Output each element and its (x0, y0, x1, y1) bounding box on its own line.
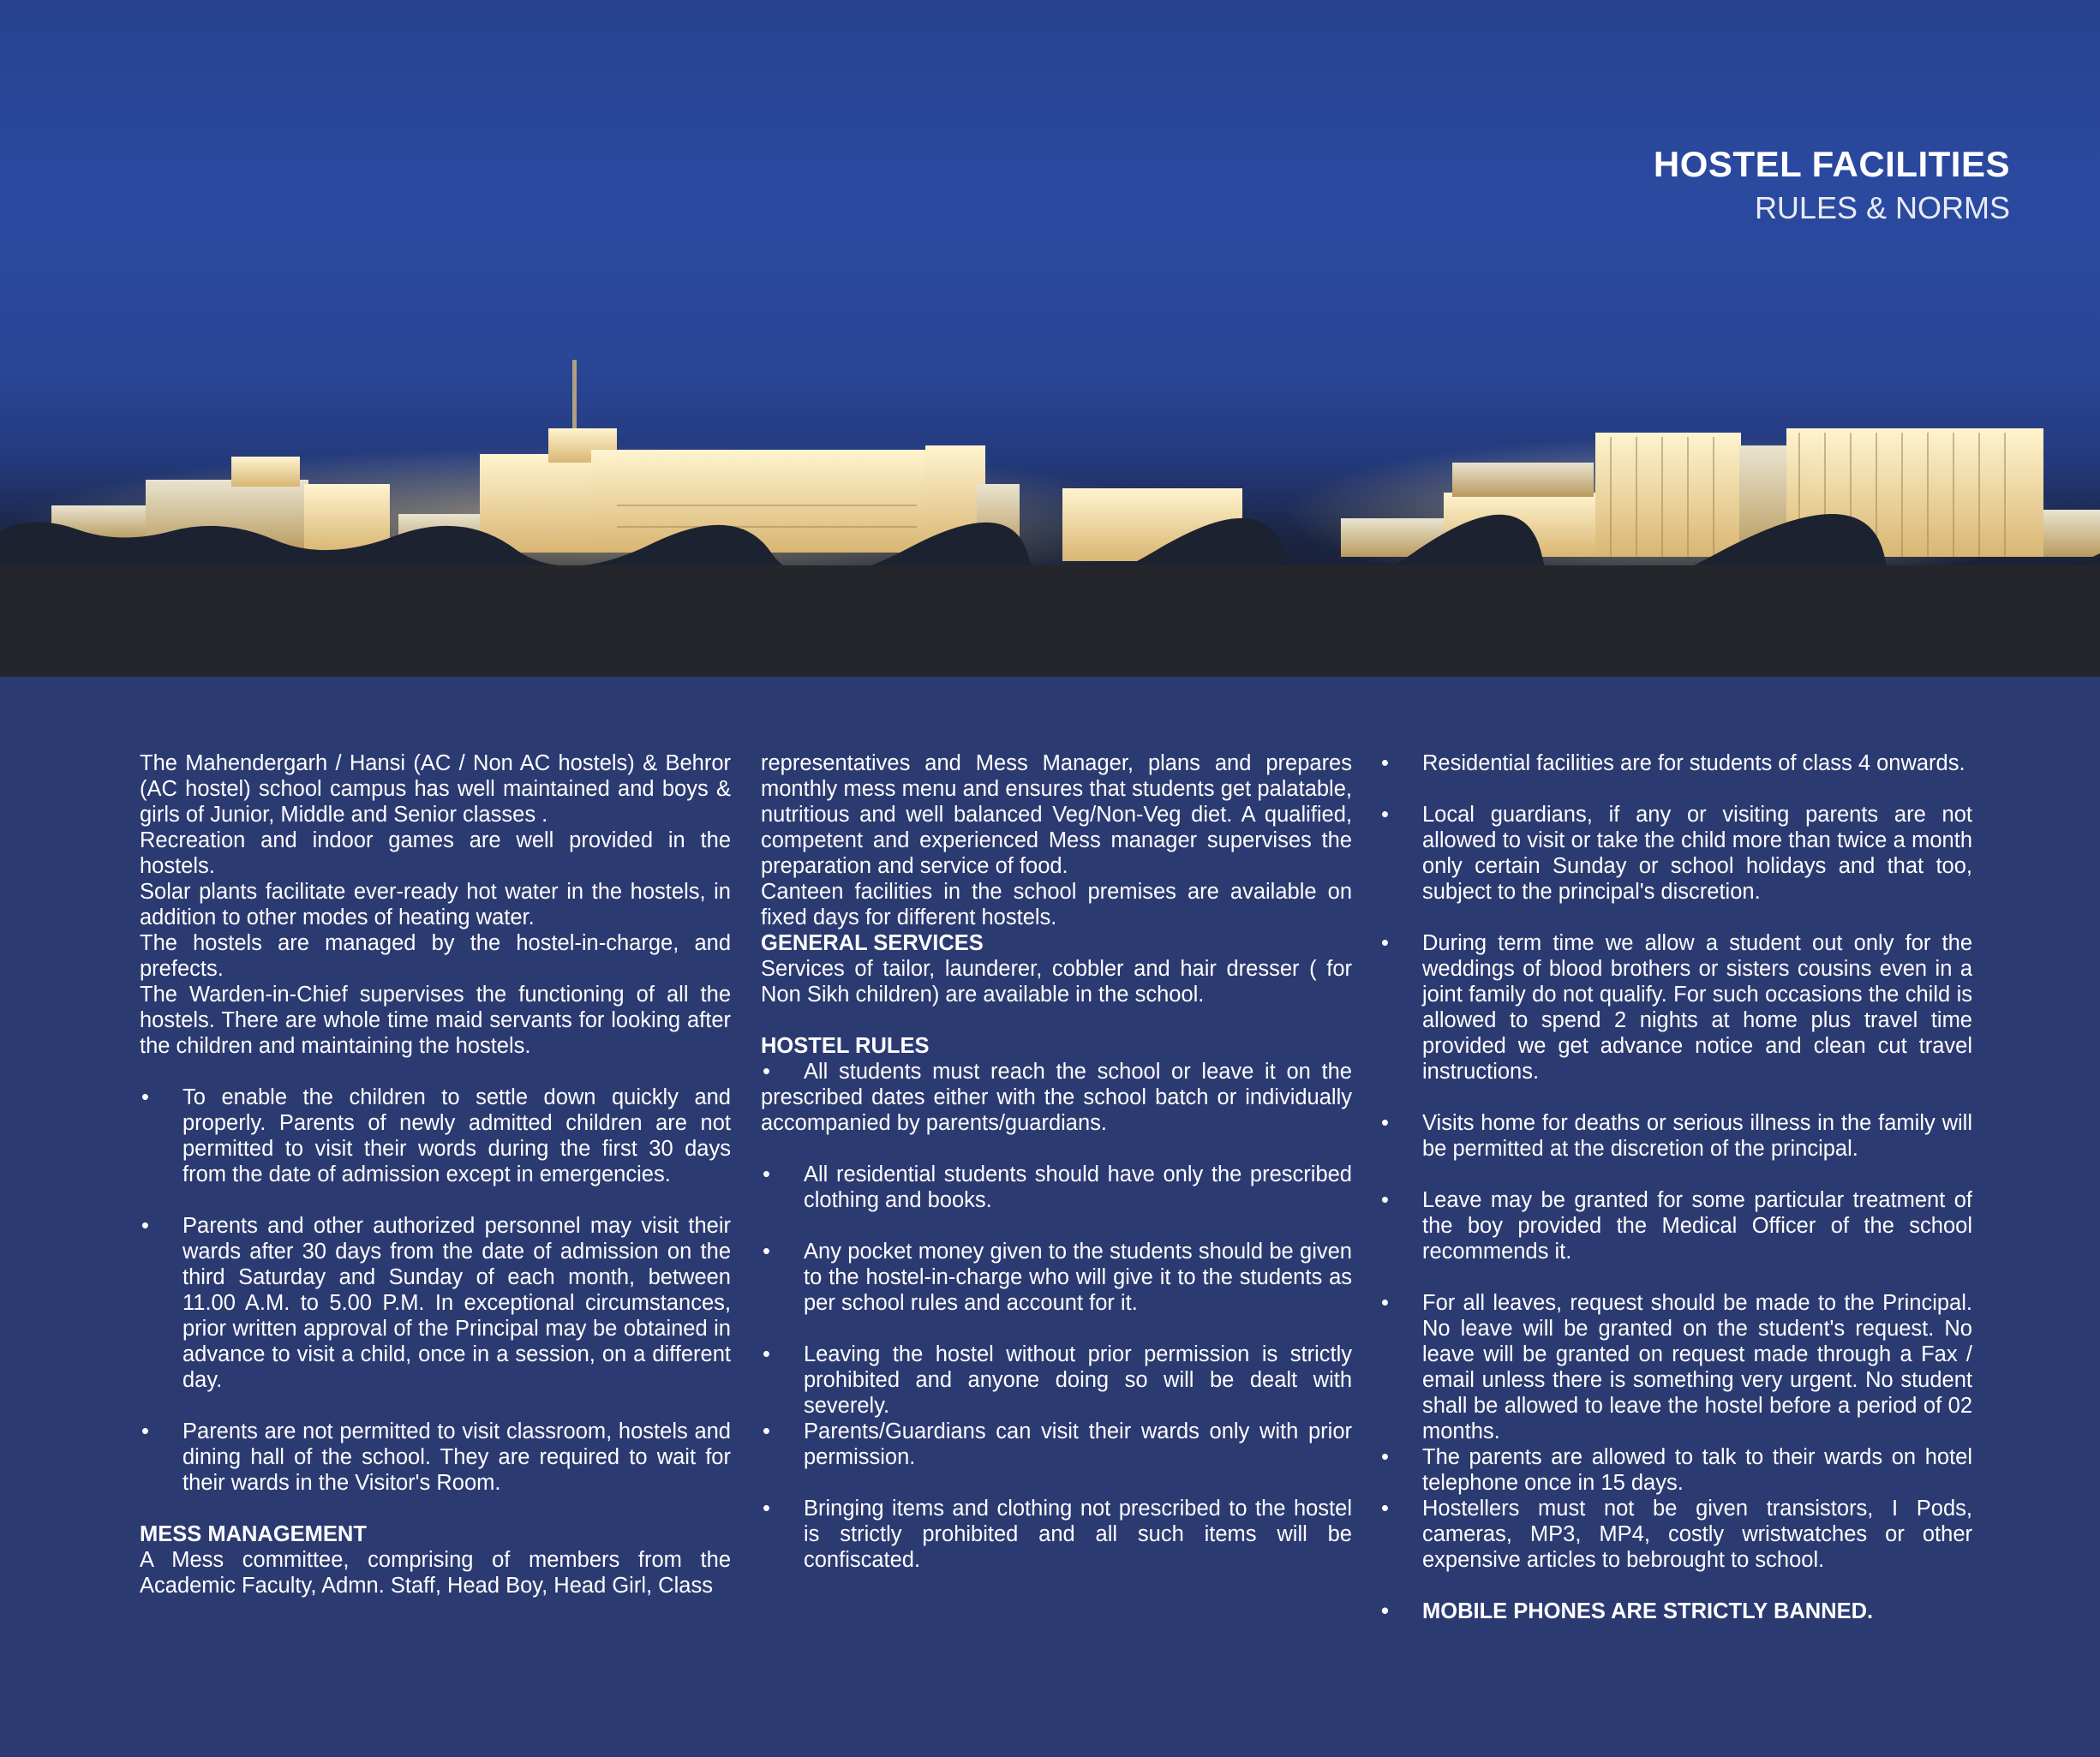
text-column-2 (761, 750, 1352, 1573)
hostel-rule-item: • All residential students should have only the prescribed clothing and books. (763, 1162, 1352, 1212)
rule-item: • Local guardians, if any or visiting parents are not allowed to visit or take the child more than twice a month only certain Sunday or school holidays and that too, subject to the principal's discretion. (1381, 803, 1972, 904)
bullet-icon: • (1381, 1445, 1389, 1469)
mobile-ban-notice: • MOBILE PHONES ARE STRICTLY BANNED. (1381, 1599, 1874, 1623)
bullet-icon: • (1381, 1291, 1389, 1315)
hostel-rules-heading: HOSTEL RULES (761, 1034, 930, 1058)
hostel-rule-item: • Parents/Guardians can visit their wards only with prior permission. (763, 1419, 1352, 1469)
bullet-icon: • (141, 1085, 149, 1109)
bullet-icon: • (1381, 931, 1389, 955)
bullet-icon: • (1381, 751, 1389, 775)
bullet-icon: • (763, 1240, 770, 1264)
hostel-rule-item: • Bringing items and clothing not prescribed to the hostel is strictly prohibited and all such items will be confiscated. (763, 1497, 1352, 1572)
rule-item: • Hostellers must not be given transistors, I Pods, cameras, MP3, MP4, costly wristwatches or other expensive articles to bebrought to school. (1381, 1497, 1972, 1572)
page-subtitle: RULES & NORMS (1754, 190, 2010, 225)
general-services-heading: GENERAL SERVICES (761, 931, 984, 955)
bullet-icon: • (763, 1060, 770, 1084)
text-column-1 (140, 750, 731, 1599)
visiting-rule-item: • Parents are not permitted to visit classroom, hostels and dining hall of the school. They are required to wait for their wards in the Visitor's Room. (141, 1419, 731, 1495)
intro-paragraph: Recreation and indoor games are well provided in the hostels. (140, 828, 731, 878)
page-title: HOSTEL FACILITIES (1653, 144, 2010, 184)
bullet-icon: • (1381, 1599, 1389, 1623)
bullet-icon: • (1381, 1497, 1389, 1521)
rule-item: • Residential facilities are for students of class 4 onwards. (1381, 751, 1965, 775)
rule-item: • During term time we allow a student out only for the weddings of blood brothers or sisters cousins even in a joint family do not qualify. For such occasions the child is allowed to spend 2 nights at home plus travel time provided we get advance notice and clean cut travel instructions. (1381, 931, 1972, 1084)
mess-management-text-cont: representatives and Mess Manager, plans and prepares monthly mess menu and ensures that students get palatable, nutritious and well balanced Veg/Non-Veg diet. A qualified, competent and experienced Mess manager supervises the preparation and service of food. (761, 751, 1352, 878)
bullet-icon: • (1381, 1111, 1389, 1135)
bullet-icon: • (1381, 1188, 1389, 1212)
bullet-icon: • (763, 1419, 770, 1443)
mess-management-heading: MESS MANAGEMENT (140, 1522, 367, 1546)
rule-item: • Visits home for deaths or serious illness in the family will be permitted at the discretion of the principal. (1381, 1111, 1972, 1161)
bullet-icon: • (141, 1214, 149, 1238)
bullet-icon: • (141, 1419, 149, 1443)
visiting-rule-item: • To enable the children to settle down quickly and properly. Parents of newly admitted children are not permitted to visit their words during the first 30 days from the date of admission except in emergencies. (141, 1085, 731, 1186)
hostel-rule-item: • Leaving the hostel without prior permission is strictly prohibited and anyone doing so will be dealt with severely. (763, 1342, 1352, 1418)
rule-item: • The parents are allowed to talk to their wards on hotel telephone once in 15 days. (1381, 1445, 1972, 1495)
mess-management-text: A Mess committee, comprising of members from the Academic Faculty, Admn. Staff, Head Boy, Head Girl, Class (140, 1548, 731, 1598)
intro-paragraph: Solar plants facilitate ever-ready hot water in the hostels, in addition to other modes of heating water. (140, 880, 731, 929)
rule-item: • Leave may be granted for some particular treatment of the boy provided the Medical Officer of the school recommends it. (1381, 1188, 1972, 1264)
bullet-icon: • (1381, 803, 1389, 827)
hostel-rule-item: • All students must reach the school or leave it on the prescribed dates either with the school batch or individually accompanied by parents/guardians. (761, 1060, 1352, 1135)
campus-buildings-illustration (0, 0, 2100, 677)
intro-paragraph: The Warden-in-Chief supervises the functioning of all the hostels. There are whole time maid servants for looking after the children and maintaining the hostels. (140, 983, 731, 1058)
campus-night-photo (0, 0, 2100, 677)
bullet-icon: • (763, 1497, 770, 1521)
general-services-text: Services of tailor, launderer, cobbler and hair dresser ( for Non Sikh children) are available in the school. (761, 957, 1352, 1007)
bullet-icon: • (763, 1162, 770, 1186)
intro-paragraph: The Mahendergarh / Hansi (AC / Non AC hostels) & Behror (AC hostel) school campus has well maintained and boys & girls of Junior, Middle and Senior classes . (140, 751, 731, 827)
canteen-text: Canteen facilities in the school premises are available on fixed days for different hostels. (761, 880, 1352, 929)
intro-paragraph: The hostels are managed by the hostel-in-charge, and prefects. (140, 931, 731, 981)
text-column-3 (1379, 750, 1972, 1624)
visiting-rule-item: • Parents and other authorized personnel may visit their wards after 30 days from the date of admission on the third Saturday and Sunday of each month, between 11.00 A.M. to 5.00 P.M. In exceptional circumstances, prior written approval of the Principal may be obtained in advance to visit a child, once in a session, on a different day. (141, 1214, 731, 1392)
bullet-icon: • (763, 1342, 770, 1366)
hostel-rule-item: • Any pocket money given to the students should be given to the hostel-in-charge who will give it to the students as per school rules and account for it. (763, 1240, 1352, 1315)
rule-item: • For all leaves, request should be made to the Principal. No leave will be granted on the student's request. No leave will be granted on request made through a Fax / email unless there is something very urgent. No student shall be allowed to leave the hostel before a period of 02 months. (1381, 1291, 1972, 1443)
